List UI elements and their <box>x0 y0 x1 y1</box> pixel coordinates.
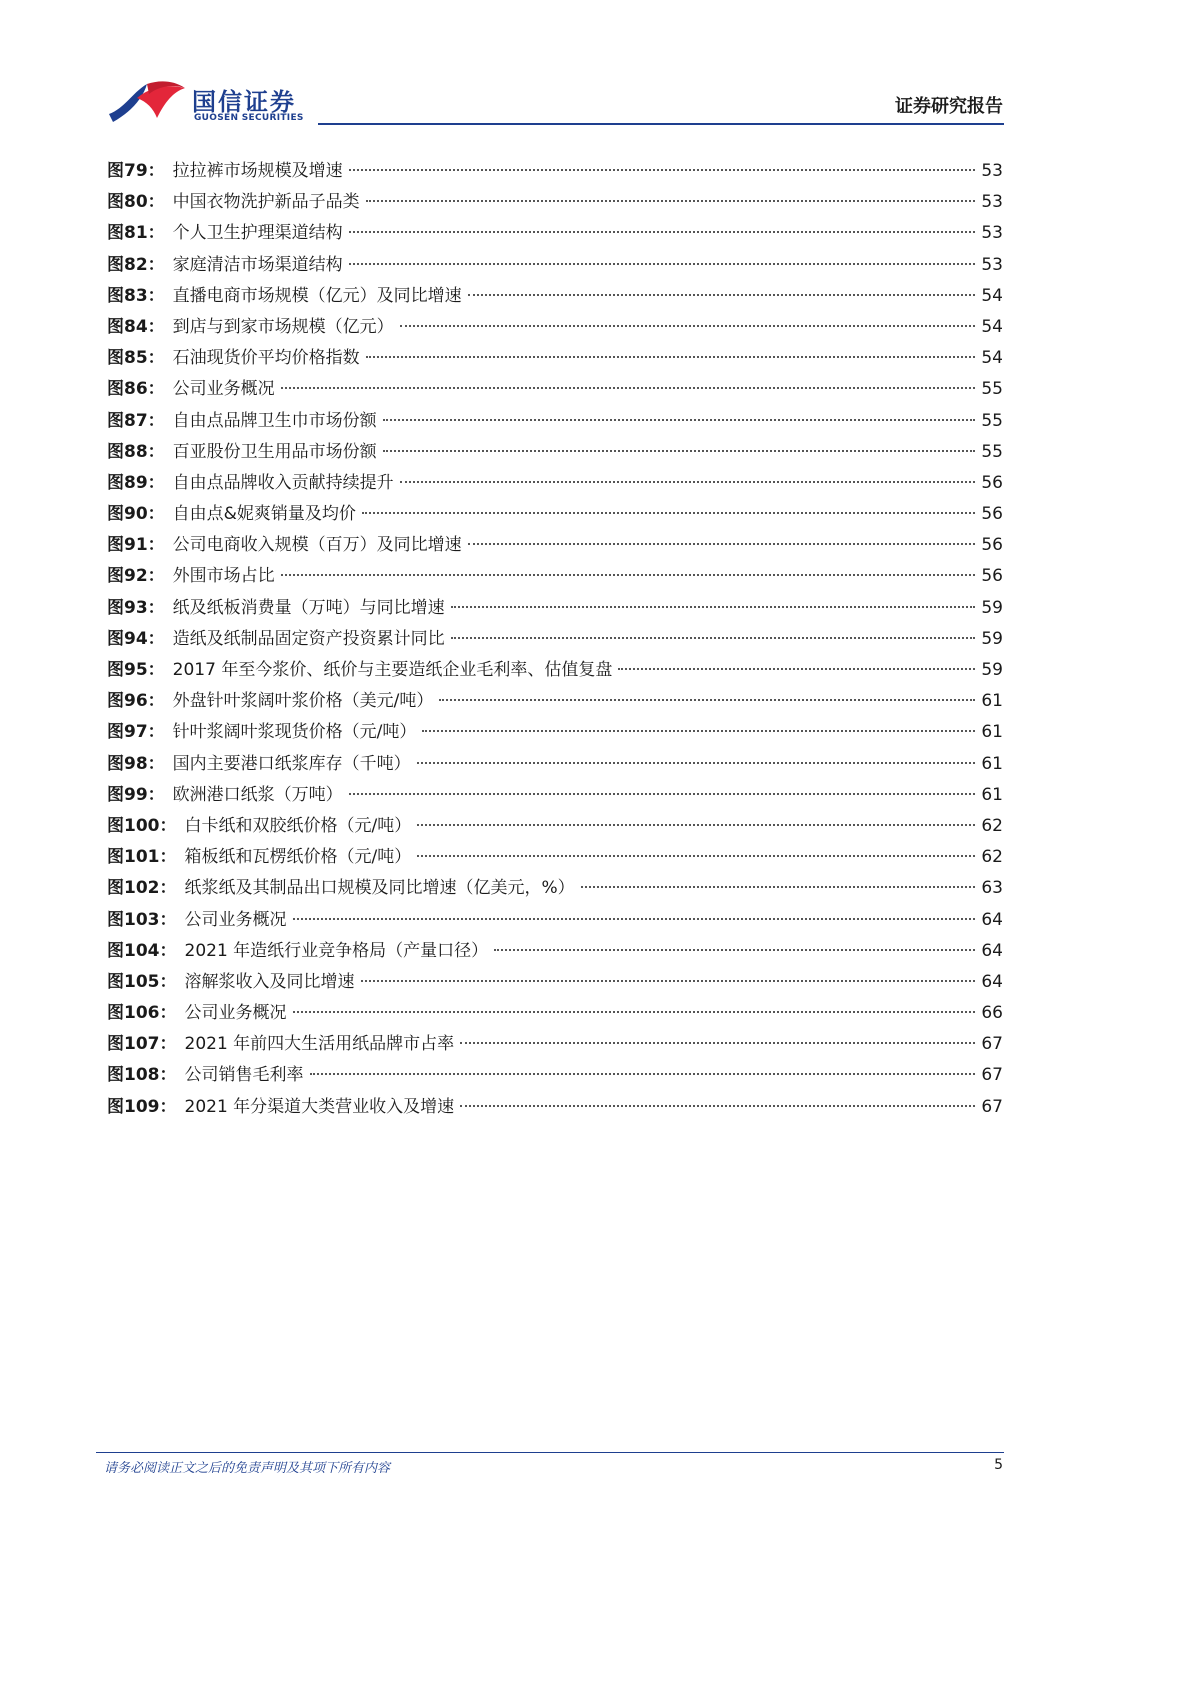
toc-entry[interactable] <box>107 967 1003 998</box>
toc-entry[interactable] <box>107 780 1003 811</box>
figure-number: 图95 <box>107 660 148 680</box>
figure-number: 图79 <box>107 161 148 181</box>
figure-separator: ： <box>147 753 165 774</box>
figure-title: 公司业务概况 <box>184 1003 287 1024</box>
figure-number: 图98 <box>107 753 148 774</box>
figure-separator: ： <box>147 316 165 337</box>
figure-separator: ： <box>147 192 165 213</box>
figure-separator: ： <box>159 847 177 868</box>
figure-title: 欧洲港口纸浆（万吨） <box>172 784 343 805</box>
figure-title: 国内主要港口纸浆库存（千吨） <box>172 753 411 774</box>
figure-page-number: 61 <box>981 722 1003 743</box>
figure-title: 针叶浆阔叶浆现货价格（元/吨） <box>172 722 417 743</box>
figure-number: 图82 <box>107 254 148 275</box>
figure-separator: ： <box>147 441 165 462</box>
toc-entry[interactable] <box>107 1060 1003 1091</box>
figure-title: 外围市场占比 <box>172 566 275 587</box>
dot-leader <box>310 1073 976 1075</box>
figure-separator: ： <box>159 1096 177 1117</box>
figure-separator: ： <box>147 660 165 680</box>
toc-entry[interactable] <box>107 842 1003 873</box>
logo-mark-icon <box>107 78 187 128</box>
figure-title: 公司业务概况 <box>184 909 287 930</box>
figure-separator: ： <box>147 254 165 275</box>
toc-entry[interactable] <box>107 499 1003 530</box>
figure-page-number: 53 <box>981 223 1003 244</box>
dot-leader <box>468 543 976 545</box>
figure-number: 图106 <box>107 1003 160 1024</box>
dot-leader <box>349 793 976 795</box>
figure-separator: ： <box>147 504 165 525</box>
figure-number: 图99 <box>107 784 148 805</box>
figure-page-number: 53 <box>981 161 1003 181</box>
report-type-label: 证券研究报告 <box>895 96 1003 117</box>
figure-number: 图105 <box>107 971 160 992</box>
figure-title: 自由点&妮爽销量及均价 <box>172 504 356 525</box>
dot-leader <box>460 1042 975 1044</box>
figure-title: 石油现货价平均价格指数 <box>172 348 360 369</box>
figure-title: 纸浆纸及其制品出口规模及同比增速（亿美元，%） <box>184 878 575 899</box>
figure-index-list <box>107 156 1003 1123</box>
toc-entry[interactable] <box>107 250 1003 281</box>
figure-separator: ： <box>147 223 165 244</box>
toc-entry[interactable] <box>107 187 1003 218</box>
figure-page-number: 59 <box>981 628 1003 649</box>
page-header <box>0 0 1100 130</box>
figure-number: 图103 <box>107 909 160 930</box>
toc-entry[interactable] <box>107 873 1003 904</box>
figure-number: 图91 <box>107 535 148 556</box>
figure-page-number: 54 <box>981 285 1003 306</box>
header-divider <box>318 123 1004 125</box>
figure-page-number: 54 <box>981 316 1003 337</box>
figure-title: 溶解浆收入及同比增速 <box>184 971 355 992</box>
figure-page-number: 62 <box>981 815 1003 836</box>
figure-page-number: 54 <box>981 348 1003 369</box>
figure-page-number: 53 <box>981 254 1003 275</box>
dot-leader <box>439 699 975 701</box>
toc-entry[interactable] <box>107 998 1003 1029</box>
figure-separator: ： <box>147 472 165 493</box>
dot-leader <box>581 886 976 888</box>
figure-title: 中国衣物洗护新品子品类 <box>172 192 360 213</box>
dot-leader <box>293 1011 976 1013</box>
dot-leader <box>383 450 976 452</box>
figure-page-number: 55 <box>981 410 1003 431</box>
figure-page-number: 67 <box>981 1034 1003 1055</box>
dot-leader <box>383 419 976 421</box>
logo-english-name: GUOSEN SECURITIES <box>194 113 304 123</box>
dot-leader <box>366 356 976 358</box>
figure-title: 公司电商收入规模（百万）及同比增速 <box>172 535 462 556</box>
figure-page-number: 56 <box>981 566 1003 587</box>
toc-entry[interactable] <box>107 1092 1003 1123</box>
logo-chinese-name: 国信证券 <box>192 88 296 116</box>
dot-leader <box>349 263 976 265</box>
toc-entry[interactable] <box>107 218 1003 249</box>
toc-entry[interactable] <box>107 655 1003 686</box>
figure-separator: ： <box>147 597 165 618</box>
toc-entry[interactable] <box>107 811 1003 842</box>
figure-separator: ： <box>147 566 165 587</box>
figure-separator: ： <box>147 348 165 369</box>
figure-title: 公司业务概况 <box>172 379 275 400</box>
dot-leader <box>362 512 975 514</box>
figure-separator: ： <box>147 535 165 556</box>
figure-page-number: 56 <box>981 472 1003 493</box>
toc-entry[interactable] <box>107 156 1003 187</box>
figure-title: 2021 年造纸行业竞争格局（产量口径） <box>184 940 489 961</box>
toc-entry[interactable] <box>107 936 1003 967</box>
toc-entry[interactable] <box>107 468 1003 499</box>
figure-title: 白卡纸和双胶纸价格（元/吨） <box>184 815 412 836</box>
figure-number: 图100 <box>107 815 160 836</box>
figure-title: 到店与到家市场规模（亿元） <box>172 316 394 337</box>
disclaimer-note: 请务必阅读正文之后的免责声明及其项下所有内容 <box>104 1461 391 1476</box>
dot-leader <box>366 200 976 202</box>
figure-number: 图107 <box>107 1034 160 1055</box>
figure-separator: ： <box>159 940 177 961</box>
toc-entry[interactable] <box>107 593 1003 624</box>
figure-separator: ： <box>147 410 165 431</box>
figure-separator: ： <box>159 815 177 836</box>
figure-separator: ： <box>147 285 165 306</box>
figure-number: 图81 <box>107 223 148 244</box>
company-logo <box>107 78 307 128</box>
figure-number: 图94 <box>107 628 148 649</box>
figure-page-number: 67 <box>981 1065 1003 1086</box>
dot-leader <box>349 231 976 233</box>
figure-separator: ： <box>147 722 165 743</box>
figure-number: 图83 <box>107 285 148 306</box>
toc-entry[interactable] <box>107 530 1003 561</box>
figure-separator: ： <box>159 971 177 992</box>
figure-separator: ： <box>147 691 165 712</box>
figure-page-number: 61 <box>981 784 1003 805</box>
figure-number: 图97 <box>107 722 148 743</box>
figure-page-number: 64 <box>981 909 1003 930</box>
toc-entry[interactable] <box>107 749 1003 780</box>
figure-title: 外盘针叶浆阔叶浆价格（美元/吨） <box>172 691 434 712</box>
figure-separator: ： <box>159 909 177 930</box>
dot-leader <box>281 387 976 389</box>
dot-leader <box>422 730 975 732</box>
figure-separator: ： <box>147 784 165 805</box>
toc-entry[interactable] <box>107 343 1003 374</box>
toc-entry[interactable] <box>107 281 1003 312</box>
toc-entry[interactable] <box>107 905 1003 936</box>
figure-page-number: 53 <box>981 192 1003 213</box>
dot-leader <box>618 668 975 670</box>
figure-page-number: 59 <box>981 597 1003 618</box>
figure-page-number: 62 <box>981 847 1003 868</box>
footer-divider <box>96 1452 1004 1453</box>
figure-page-number: 66 <box>981 1003 1003 1024</box>
figure-page-number: 63 <box>981 878 1003 899</box>
dot-leader <box>293 918 976 920</box>
toc-entry[interactable] <box>107 686 1003 717</box>
figure-page-number: 64 <box>981 971 1003 992</box>
figure-page-number: 64 <box>981 940 1003 961</box>
toc-entry[interactable] <box>107 561 1003 592</box>
dot-leader <box>460 1105 975 1107</box>
figure-title: 拉拉裤市场规模及增速 <box>172 161 343 181</box>
figure-number: 图88 <box>107 441 148 462</box>
figure-title: 箱板纸和瓦楞纸价格（元/吨） <box>184 847 412 868</box>
figure-number: 图104 <box>107 940 160 961</box>
figure-number: 图89 <box>107 472 148 493</box>
figure-number: 图93 <box>107 597 148 618</box>
toc-entry[interactable] <box>107 312 1003 343</box>
figure-page-number: 61 <box>981 691 1003 712</box>
dot-leader <box>400 481 976 483</box>
figure-separator: ： <box>159 878 177 899</box>
figure-page-number: 61 <box>981 753 1003 774</box>
figure-page-number: 67 <box>981 1096 1003 1117</box>
figure-separator: ： <box>159 1034 177 1055</box>
figure-title: 个人卫生护理渠道结构 <box>172 223 343 244</box>
toc-entry[interactable] <box>107 437 1003 468</box>
figure-title: 2017 年至今浆价、纸价与主要造纸企业毛利率、估值复盘 <box>172 660 613 680</box>
figure-number: 图101 <box>107 847 160 868</box>
figure-number: 图96 <box>107 691 148 712</box>
toc-entry[interactable] <box>107 406 1003 437</box>
dot-leader <box>349 169 976 171</box>
dot-leader <box>417 824 975 826</box>
figure-number: 图85 <box>107 348 148 369</box>
figure-page-number: 56 <box>981 535 1003 556</box>
figure-separator: ： <box>147 379 165 400</box>
dot-leader <box>417 855 975 857</box>
dot-leader <box>417 762 976 764</box>
figure-title: 纸及纸板消费量（万吨）与同比增速 <box>172 597 445 618</box>
figure-number: 图87 <box>107 410 148 431</box>
toc-entry[interactable] <box>107 624 1003 655</box>
dot-leader <box>468 294 976 296</box>
dot-leader <box>361 980 976 982</box>
figure-title: 造纸及纸制品固定资产投资累计同比 <box>172 628 445 649</box>
figure-number: 图84 <box>107 316 148 337</box>
figure-title: 公司销售毛利率 <box>184 1065 304 1086</box>
figure-number: 图108 <box>107 1065 160 1086</box>
toc-entry[interactable] <box>107 717 1003 748</box>
dot-leader <box>494 949 975 951</box>
toc-entry[interactable] <box>107 374 1003 405</box>
figure-title: 家庭清洁市场渠道结构 <box>172 254 343 275</box>
dot-leader <box>451 606 976 608</box>
figure-page-number: 55 <box>981 379 1003 400</box>
dot-leader <box>281 574 976 576</box>
figure-separator: ： <box>159 1003 177 1024</box>
figure-title: 百亚股份卫生用品市场份额 <box>172 441 377 462</box>
dot-leader <box>400 325 976 327</box>
figure-number: 图80 <box>107 192 148 213</box>
figure-title: 自由点品牌收入贡献持续提升 <box>172 472 394 493</box>
toc-entry[interactable] <box>107 1029 1003 1060</box>
figure-title: 自由点品牌卫生巾市场份额 <box>172 410 377 431</box>
figure-separator: ： <box>147 161 165 181</box>
figure-page-number: 55 <box>981 441 1003 462</box>
figure-number: 图92 <box>107 566 148 587</box>
figure-number: 图90 <box>107 504 148 525</box>
page-number: 5 <box>994 1457 1003 1473</box>
figure-page-number: 56 <box>981 504 1003 525</box>
figure-number: 图109 <box>107 1096 160 1117</box>
figure-separator: ： <box>147 628 165 649</box>
figure-separator: ： <box>159 1065 177 1086</box>
dot-leader <box>451 637 976 639</box>
figure-number: 图102 <box>107 878 160 899</box>
figure-number: 图86 <box>107 379 148 400</box>
figure-title: 2021 年前四大生活用纸品牌市占率 <box>184 1034 455 1055</box>
figure-title: 直播电商市场规模（亿元）及同比增速 <box>172 285 462 306</box>
figure-page-number: 59 <box>981 660 1003 680</box>
figure-title: 2021 年分渠道大类营业收入及增速 <box>184 1096 455 1117</box>
